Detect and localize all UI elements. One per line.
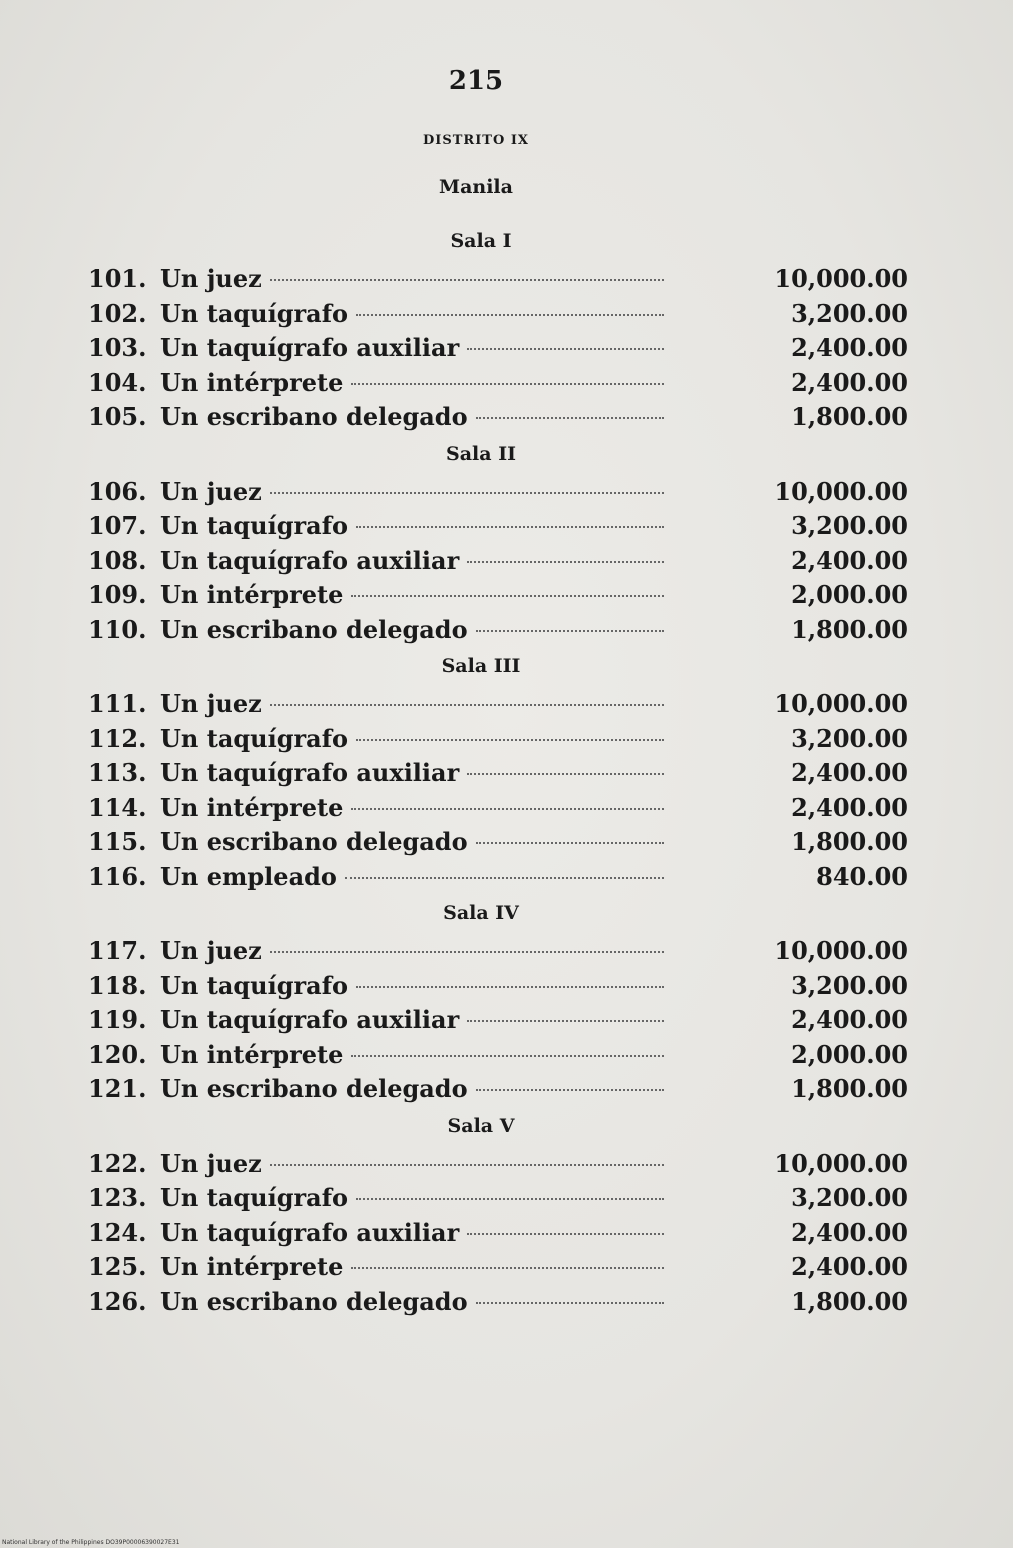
item-number: 122. [88, 1148, 147, 1178]
line-item [88, 1181, 908, 1216]
item-label-wrap [160, 509, 664, 544]
item-amount: 2,400.00 [791, 367, 908, 397]
item-label-wrap [160, 1181, 664, 1216]
item-number: 123. [88, 1183, 147, 1212]
dot-leader [351, 808, 664, 810]
item-label: Un escribano delegado [160, 614, 468, 644]
dot-leader [476, 842, 664, 844]
dot-leader [356, 314, 664, 316]
line-item [88, 331, 908, 366]
item-label-wrap [160, 1147, 664, 1182]
item-label: Un taquígrafo auxiliar [160, 545, 460, 575]
item-label-wrap [160, 578, 664, 613]
item-label-wrap [160, 1072, 664, 1107]
dot-leader [467, 1233, 664, 1235]
item-label-wrap [160, 262, 664, 297]
line-item [88, 1216, 908, 1251]
item-amount: 2,000.00 [791, 1039, 908, 1069]
item-number: 115. [88, 827, 147, 856]
line-item [88, 860, 908, 895]
item-label: Un escribano delegado [160, 1286, 468, 1316]
line-item [88, 969, 908, 1004]
item-label-wrap [160, 860, 664, 895]
item-amount: 10,000.00 [774, 476, 908, 506]
item-label-wrap [160, 756, 664, 791]
item-amount: 2,400.00 [791, 1217, 908, 1247]
item-number: 125. [88, 1252, 147, 1281]
line-item [88, 262, 908, 297]
city-heading: Manila [439, 176, 513, 198]
dot-leader [270, 704, 664, 706]
item-label-wrap [160, 400, 664, 435]
dot-leader [351, 1055, 664, 1057]
item-label: Un taquígrafo [160, 298, 349, 328]
dot-leader [467, 773, 664, 775]
sala-title: Sala V [447, 1114, 515, 1137]
item-amount: 3,200.00 [791, 723, 908, 753]
dot-leader [356, 526, 664, 528]
line-item [88, 475, 908, 510]
line-item [88, 1038, 908, 1073]
item-label: Un intérprete [160, 1252, 344, 1281]
line-item [88, 613, 908, 648]
sala-title: Sala IV [443, 902, 519, 924]
item-label: Un taquígrafo [160, 511, 349, 540]
line-item [88, 366, 908, 401]
item-label-wrap [160, 791, 664, 826]
line-item [88, 544, 908, 579]
line-item [88, 722, 908, 757]
item-label: Un taquígrafo [160, 1183, 349, 1212]
item-label-wrap [160, 1285, 664, 1320]
sala-sections [88, 222, 908, 1319]
item-amount: 2,400.00 [791, 545, 908, 575]
item-label: Un juez [160, 264, 262, 293]
item-number: 118. [88, 970, 147, 1000]
item-amount: 10,000.00 [774, 689, 908, 718]
dot-leader [270, 1164, 664, 1166]
dot-leader [270, 492, 664, 494]
item-label: Un escribano delegado [160, 1074, 468, 1103]
dot-leader [476, 417, 664, 419]
item-label: Un escribano delegado [160, 402, 468, 431]
item-number: 106. [88, 476, 147, 506]
dot-leader [356, 986, 664, 988]
item-label-wrap [160, 969, 664, 1004]
item-number: 102. [88, 298, 147, 328]
line-item [88, 791, 908, 826]
item-amount: 3,200.00 [791, 970, 908, 1000]
item-label: Un juez [160, 476, 262, 506]
item-label: Un taquígrafo [160, 970, 349, 1000]
item-amount: 2,400.00 [791, 1005, 908, 1034]
dot-leader [351, 595, 664, 597]
item-label-wrap [160, 825, 664, 860]
item-label: Un juez [160, 936, 262, 965]
district-heading: DISTRITO IX [423, 133, 529, 148]
item-number: 108. [88, 545, 147, 575]
dot-leader [476, 1302, 664, 1304]
item-label: Un empleado [160, 861, 337, 891]
item-label-wrap [160, 1003, 664, 1038]
sala-section [88, 226, 908, 435]
item-number: 126. [88, 1286, 147, 1316]
item-label: Un intérprete [160, 367, 344, 397]
item-label: Un taquígrafo [160, 723, 349, 753]
item-amount: 1,800.00 [791, 1074, 908, 1103]
dot-leader [467, 348, 664, 350]
dot-leader [356, 739, 664, 741]
sala-title: Sala I [450, 230, 512, 252]
item-number: 114. [88, 792, 147, 822]
item-number: 124. [88, 1217, 147, 1247]
item-amount: 10,000.00 [774, 936, 908, 965]
item-label-wrap [160, 613, 664, 648]
item-number: 120. [88, 1039, 147, 1069]
item-label: Un taquígrafo auxiliar [160, 1217, 460, 1247]
dot-leader [476, 630, 664, 632]
item-number: 104. [88, 367, 147, 397]
line-item [88, 687, 908, 722]
item-number: 119. [88, 1005, 147, 1034]
item-amount: 2,000.00 [791, 580, 908, 609]
item-label-wrap [160, 1216, 664, 1251]
item-label-wrap [160, 934, 664, 969]
item-number: 109. [88, 580, 147, 609]
line-item [88, 1003, 908, 1038]
item-label-wrap [160, 1038, 664, 1073]
dot-leader [467, 561, 664, 563]
item-amount: 2,400.00 [791, 758, 908, 787]
item-label: Un juez [160, 689, 262, 718]
line-item [88, 1072, 908, 1107]
sala-section [88, 651, 908, 894]
sala-title: Sala III [441, 655, 521, 677]
item-label-wrap [160, 331, 664, 366]
dot-leader [270, 279, 664, 281]
item-number: 101. [88, 264, 147, 293]
item-label: Un intérprete [160, 792, 344, 822]
item-amount: 1,800.00 [791, 827, 908, 856]
item-label: Un juez [160, 1148, 262, 1178]
dot-leader [467, 1020, 664, 1022]
item-label-wrap [160, 366, 664, 401]
sala-section [88, 898, 908, 1107]
item-label: Un taquígrafo auxiliar [160, 1005, 460, 1034]
item-number: 103. [88, 333, 147, 362]
item-number: 112. [88, 723, 147, 753]
dot-leader [345, 877, 664, 879]
item-label-wrap [160, 544, 664, 579]
item-amount: 2,400.00 [791, 792, 908, 822]
scan-credit: National Library of the Philippines DO39P00006390027E31 [2, 1539, 180, 1546]
line-item [88, 1285, 908, 1320]
line-item [88, 297, 908, 332]
item-number: 121. [88, 1074, 147, 1103]
item-amount: 1,800.00 [791, 1286, 908, 1316]
item-number: 111. [88, 689, 147, 718]
item-label-wrap [160, 475, 664, 510]
line-item [88, 578, 908, 613]
sala-section [88, 439, 908, 648]
dot-leader [476, 1089, 664, 1091]
item-number: 110. [88, 614, 147, 644]
item-amount: 3,200.00 [791, 511, 908, 540]
item-amount: 840.00 [816, 861, 908, 891]
line-item [88, 1250, 908, 1285]
item-amount: 10,000.00 [774, 264, 908, 293]
item-number: 107. [88, 511, 147, 540]
item-number: 117. [88, 936, 147, 965]
item-label: Un escribano delegado [160, 827, 468, 856]
line-item [88, 756, 908, 791]
item-number: 105. [88, 402, 147, 431]
sala-title: Sala II [446, 442, 516, 465]
dot-leader [356, 1198, 664, 1200]
dot-leader [270, 951, 664, 953]
item-amount: 1,800.00 [791, 402, 908, 431]
line-item [88, 1147, 908, 1182]
item-label: Un intérprete [160, 1039, 344, 1069]
item-label-wrap [160, 687, 664, 722]
sala-section [88, 1111, 908, 1320]
item-amount: 1,800.00 [791, 614, 908, 644]
dot-leader [351, 1267, 664, 1269]
item-label: Un taquígrafo auxiliar [160, 758, 460, 787]
item-amount: 2,400.00 [791, 333, 908, 362]
item-amount: 2,400.00 [791, 1252, 908, 1281]
item-amount: 3,200.00 [791, 298, 908, 328]
dot-leader [351, 383, 664, 385]
item-label-wrap [160, 1250, 664, 1285]
item-number: 116. [88, 861, 147, 891]
line-item [88, 400, 908, 435]
page-number: 215 [448, 66, 504, 96]
item-label-wrap [160, 297, 664, 332]
item-number: 113. [88, 758, 147, 787]
item-amount: 10,000.00 [774, 1148, 908, 1178]
line-item [88, 934, 908, 969]
line-item [88, 825, 908, 860]
item-amount: 3,200.00 [791, 1183, 908, 1212]
item-label: Un taquígrafo auxiliar [160, 333, 460, 362]
item-label: Un intérprete [160, 580, 344, 609]
line-item [88, 509, 908, 544]
item-label-wrap [160, 722, 664, 757]
